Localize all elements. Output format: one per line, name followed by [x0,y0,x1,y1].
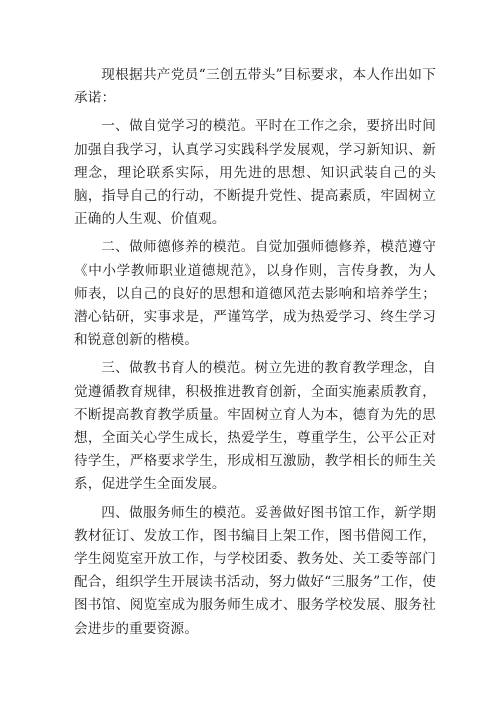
intro-paragraph: 现根据共产党员“三创五带头”目标要求，本人作出如下承诺： [74,67,436,107]
document-body [74,64,436,641]
section-paragraph-3: 三、做教书育人的模范。树立先进的教育教学理念，自觉遵循教育规律，积极推进教育创新，全面实施素质教育，不断提高教育教学质量。牢固树立育人为本，德育为先的思想，全面关心学生成长，热爱学生，尊重学生，公平公正对待学生，严格要求学生，形成相互激励，教学相长的师生关系，促进学生全面发展。 [74,360,436,493]
section-paragraph-1: 一、做自觉学习的模范。平时在工作之余，要挤出时间加强自我学习，认真学习实践科学发展观，学习新知识、新理念，理论联系实际，用先进的思想、知识武装自己的头脑，指导自己的行动，不断提升党性、提高素质，牢固树立正确的人生观、价值观。 [74,118,436,228]
section-paragraph-4: 四、做服务师生的模范。妥善做好图书馆工作，新学期教材征订、发放工作，图书编目上架工作，图书借阅工作，学生阅览室开放工作，与学校团委、教务处、关工委等部门配合，组织学生开展读书活动，努力做好“三服务”工作，使图书馆、阅览室成为服务师生成才、服务学校发展、服务社会进步的重要资源。 [74,504,436,637]
section-paragraph-2: 二、做师德修养的模范。自觉加强师德修养，模范遵守《中小学教师职业道德规范》，以身作则，言传身教，为人师表，以自己的良好的思想和道德风范去影响和培养学生；潜心钻研，实事求是，严谨笃学，成为热爱学习、终生学习和锐意创新的楷模。 [74,239,436,349]
